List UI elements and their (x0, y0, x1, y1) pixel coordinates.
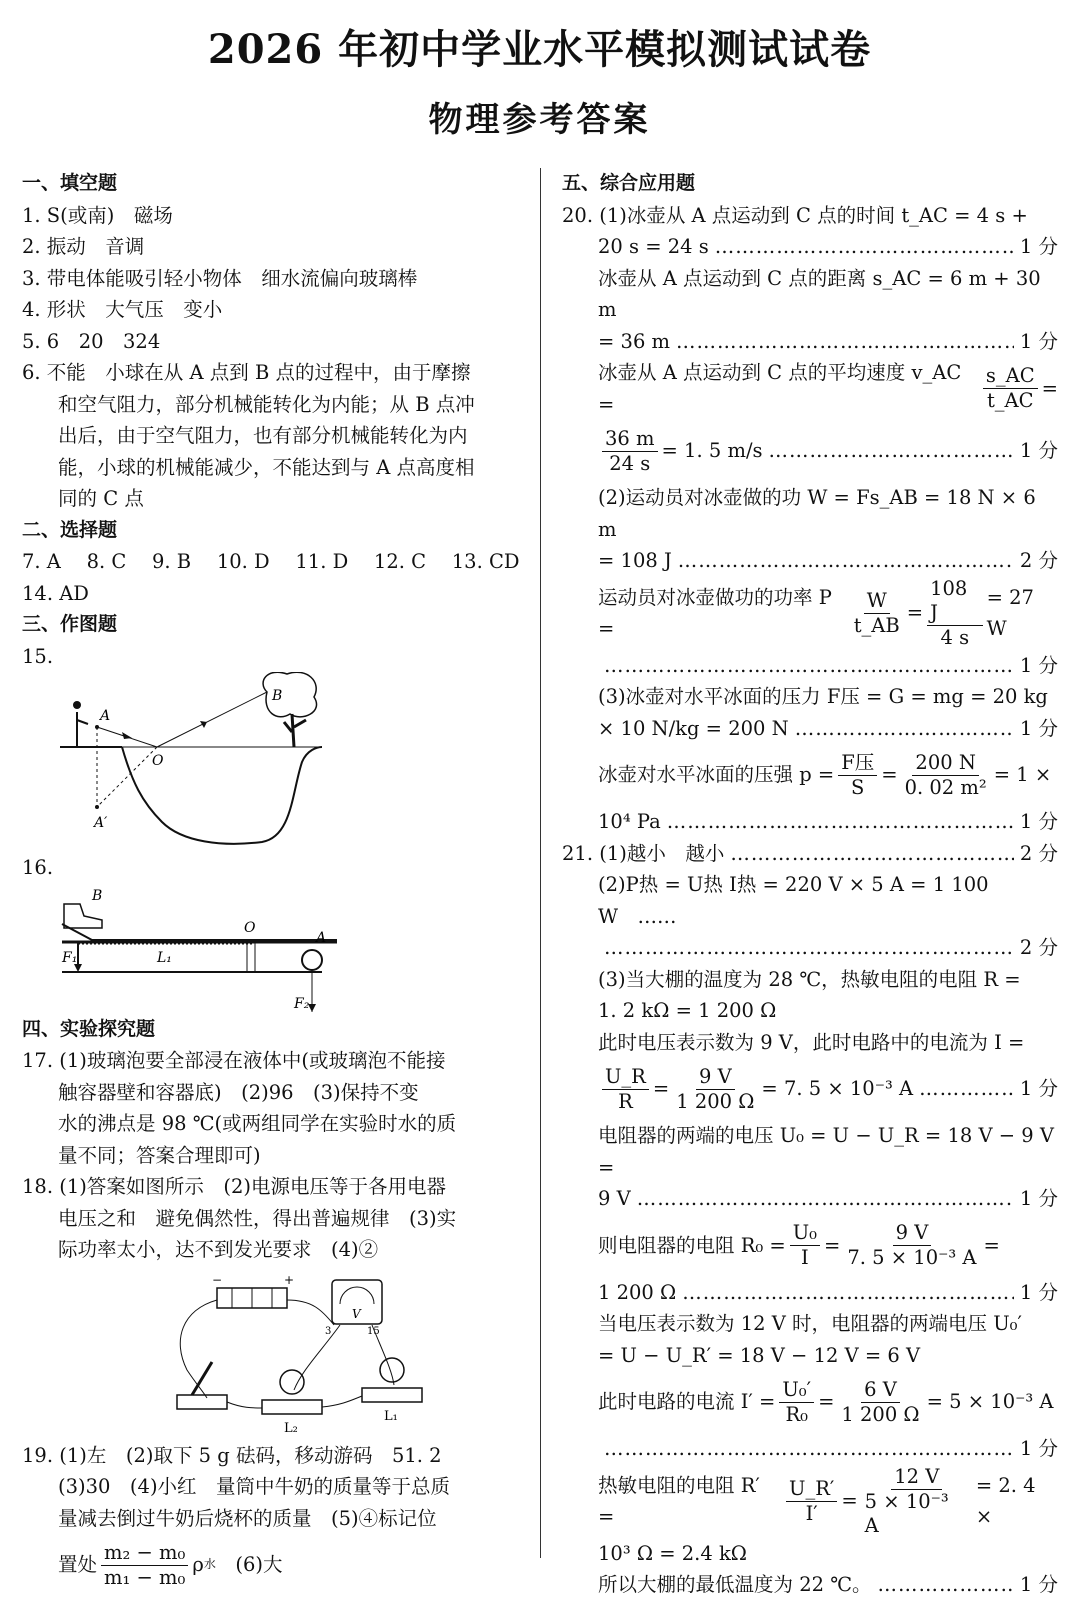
fraction (101, 1541, 188, 1590)
section-heading: 二、选择题 (22, 518, 118, 541)
answer-line: 19. (1)左 (2)取下 5 g 砝码，移动游码 51. 2 (22, 1443, 442, 1467)
text: 此时电路的电流 I′ = (598, 1390, 776, 1414)
numerator: s_AC (983, 364, 1038, 389)
score: 1 分 (1019, 235, 1058, 258)
bulb-l1-label: L₁ (384, 1408, 398, 1424)
score: 1 分 (1019, 716, 1058, 740)
text: = (881, 763, 898, 787)
answer-line: (3)冰壶对水平冰面的压力 F压 = G = mg = 20 kg (598, 685, 1048, 708)
label-o: O (244, 919, 256, 936)
fraction (902, 751, 990, 800)
circuit-diagram (22, 1270, 522, 1440)
answer-line (562, 1058, 1058, 1120)
section-heading: 四、实验探究题 (22, 1017, 156, 1040)
denominator: 7. 5 × 10⁻³ A (847, 1246, 977, 1269)
answer-line: 4. 形状 大气压 变小 (22, 298, 223, 321)
text: = 1. 5 m/s (661, 439, 763, 463)
text: 冰壶对水平冰面的压强 p = (598, 763, 835, 787)
section-heading: 一、填空题 (22, 172, 118, 194)
label-b: B (272, 688, 283, 704)
answer-line: 量减去倒过牛奶后烧杯的质量 (5)④标记位 (58, 1506, 437, 1530)
leader-dots (637, 1183, 1014, 1215)
text: = (652, 1077, 670, 1101)
leader-dots (715, 231, 1014, 263)
left-column (22, 168, 522, 1596)
answer-line (562, 420, 1058, 482)
denominator: R₀ (785, 1402, 808, 1426)
text: 9 V (598, 1187, 631, 1210)
text: = 108 J (598, 549, 672, 572)
answer-line (562, 1215, 1058, 1277)
text: 冰壶从 A 点运动到 C 点的平均速度 v_AC = (598, 361, 962, 416)
score: 2 分 (1019, 841, 1058, 865)
right-column (562, 168, 1058, 1601)
answer-line (562, 1569, 1058, 1601)
plus-sign: + (284, 1272, 295, 1287)
denominator: 4 s (940, 625, 970, 649)
denominator: I (801, 1246, 809, 1269)
text: 所以大棚的最低温度为 22 ℃。 (598, 1573, 872, 1596)
text: 21. (1)越小 越小 (562, 841, 725, 865)
label-a-image: A′ (94, 815, 108, 831)
answer-line (562, 650, 1058, 682)
leader-dots (730, 838, 1014, 870)
fraction (790, 1221, 820, 1270)
lever-diagram (22, 884, 342, 1014)
numerator: 12 V (891, 1465, 942, 1490)
text: = 27 W (986, 585, 1034, 640)
text: 运动员对冰壶做功的功率 P = (598, 585, 832, 640)
answer-line: (3)30 (4)小红 量筒中牛奶的质量等于总质 (58, 1475, 451, 1498)
text: = (906, 601, 924, 625)
denominator: t_AB (853, 613, 900, 637)
score: 1 分 (1019, 1187, 1058, 1210)
denominator: I′ (805, 1501, 818, 1525)
numerator: 9 V (696, 1065, 735, 1090)
answer-line (22, 1534, 522, 1596)
leader-dots (919, 1073, 1014, 1105)
text: 热敏电阻的电阻 R′ = (598, 1473, 760, 1528)
answer-line: 5. 6 20 324 (22, 329, 161, 353)
terminal-3: 3 (325, 1325, 332, 1337)
answer-line: 1. S(或南) 磁场 (22, 203, 173, 227)
section-heading: 三、作图题 (22, 613, 118, 635)
leader-dots (878, 1569, 1014, 1601)
answer-line: 3. 带电体能吸引轻小物体 细水流偏向玻璃棒 (22, 266, 418, 290)
numerator: 6 V (861, 1378, 900, 1403)
answer-line (562, 744, 1058, 806)
score: 1 分 (1019, 1437, 1058, 1460)
answer-line (562, 1371, 1058, 1433)
leader-dots (676, 326, 1014, 358)
fraction (786, 1477, 837, 1526)
answer-line: 1. 2 kΩ = 1 200 Ω (598, 999, 777, 1022)
answer-line (562, 806, 1058, 838)
denominator: m₁ − m₀ (104, 1565, 186, 1589)
text: = (1041, 376, 1058, 400)
score: 2 分 (1019, 549, 1058, 572)
fraction (862, 1465, 972, 1538)
answer-line: 量不同；答案合理即可) (58, 1143, 261, 1167)
denominator: 1 200 Ω (676, 1089, 755, 1113)
voltmeter-label: V (352, 1306, 361, 1321)
answer-line: 14. AD (22, 581, 89, 605)
denominator: 24 s (609, 451, 651, 475)
answer-line: 此时电压表示数为 9 V，此时电路中的电流为 I = (598, 1030, 1025, 1054)
text: = 2. 4 × (975, 1473, 1036, 1528)
fraction (602, 1065, 649, 1114)
fraction (602, 427, 658, 476)
text: = (824, 1233, 841, 1257)
answer-line: 20. (1)冰壶从 A 点运动到 C 点的时间 t_AC = 4 s + (562, 203, 1028, 227)
denominator: 0. 02 m² (904, 775, 987, 799)
answer-line (562, 713, 1058, 745)
answer-line: 和空气阻力，部分机械能转化为内能；从 B 点冲 (58, 392, 475, 416)
bulb-l2-label: L₂ (284, 1420, 298, 1436)
leader-dots (678, 545, 1014, 577)
fraction (838, 751, 877, 800)
answer-line (562, 231, 1058, 263)
text: = 5 × 10⁻³ A (926, 1390, 1054, 1414)
text: = (818, 1390, 835, 1414)
numerator: 9 V (893, 1221, 932, 1246)
leader-dots (682, 1277, 1014, 1309)
answer-line (562, 326, 1058, 358)
answer-line: 15. (22, 644, 54, 668)
label-b: B (92, 887, 103, 904)
denominator: S (851, 775, 865, 799)
page-subtitle: 物理参考答案 (428, 100, 651, 140)
text: 1 200 Ω (598, 1280, 677, 1304)
answer-line: 6. 不能 小球在从 A 点到 B 点的过程中，由于摩擦 (22, 361, 471, 384)
answer-line: = U − U_R′ = 18 V − 12 V = 6 V (598, 1343, 921, 1367)
answer-line: 7. A 8. C 9. B 10. D 11. D 12. C 13. CD (22, 550, 520, 573)
answer-line: 16. (22, 856, 54, 879)
answer-line: 电压之和 避免偶然性，得出普遍规律 (3)实 (58, 1206, 457, 1230)
text: = 1 × (993, 763, 1052, 787)
column-divider (540, 168, 541, 1558)
text: 则电阻器的电阻 R₀ = (598, 1233, 786, 1257)
numerator: U_R (602, 1065, 649, 1090)
text: 20 s = 24 s (598, 235, 709, 258)
rho-symbol: ρ (192, 1553, 204, 1577)
numerator: 36 m (602, 427, 658, 452)
fraction (851, 589, 903, 638)
page-title: 2026 年初中学业水平模拟测试试卷 (207, 26, 872, 73)
answer-line: 电阻器的两端的电压 U₀ = U − U_R = 18 V − 9 V = (598, 1124, 1054, 1179)
leader-dots (604, 932, 1014, 964)
answer-line (562, 357, 1058, 420)
answer-line (562, 932, 1058, 964)
numerator: U₀′ (779, 1378, 814, 1403)
fraction (983, 364, 1038, 413)
answer-line: (2)P热 = U热 I热 = 220 V × 5 A = 1 100 W …… (598, 873, 989, 928)
minus-sign: − (212, 1272, 223, 1287)
score: 2 分 (1019, 936, 1058, 959)
leader-dots (795, 713, 1014, 745)
fraction (838, 1378, 922, 1427)
answer-line: 17. (1)玻璃泡要全部浸在液体中(或玻璃泡不能接 (22, 1049, 446, 1072)
rho-subscript: 水 (203, 1557, 216, 1572)
answer-line: 触容器壁和容器底) (2)96 (3)保持不变 (58, 1080, 419, 1104)
fraction (673, 1065, 757, 1114)
leader-dots (604, 650, 1014, 682)
text: 置处 (58, 1553, 98, 1577)
numerator: W (864, 589, 890, 614)
label-a: A (100, 708, 111, 724)
answer-line: (3)当大棚的温度为 28 ℃，热敏电阻的电阻 R = (598, 967, 1021, 991)
answer-line (562, 1277, 1058, 1309)
text: × 10 N/kg = 200 N (598, 716, 789, 740)
answer-line: 2. 振动 音调 (22, 235, 145, 258)
leader-dots (667, 806, 1014, 838)
label-o: O (152, 753, 164, 769)
denominator: R (618, 1089, 633, 1113)
text: (6)大 (215, 1553, 283, 1577)
section-heading: 五、综合应用题 (562, 172, 696, 194)
numerator: U_R′ (786, 1477, 837, 1502)
score: 1 分 (1019, 1077, 1058, 1101)
score: 1 分 (1019, 439, 1058, 463)
answer-line: 际功率太小，达不到发光要求 (4)② (58, 1238, 379, 1261)
answer-line (562, 838, 1058, 870)
denominator: 5 × 10⁻³ A (864, 1489, 949, 1537)
denominator: t_AC (986, 389, 1034, 412)
text: 10⁴ Pa (598, 810, 661, 833)
label-f2: F₂ (294, 995, 310, 1012)
answer-line (562, 577, 1058, 650)
text: = (841, 1489, 858, 1513)
denominator: 1 200 Ω (841, 1402, 920, 1426)
numerator: U₀ (790, 1221, 820, 1246)
answer-line: 能，小球的机械能减少，不能达到与 A 点高度相 (58, 455, 475, 479)
answer-line: 冰壶从 A 点运动到 C 点的距离 s_AC = 6 m + 30 m (598, 266, 1041, 321)
answer-line (562, 1433, 1058, 1465)
score: 1 分 (1019, 1573, 1058, 1596)
leader-dots (769, 435, 1014, 467)
score: 1 分 (1019, 810, 1058, 833)
score: 1 分 (1019, 1280, 1058, 1304)
numerator: F压 (838, 751, 877, 776)
reflection-diagram (22, 672, 342, 852)
label-l1: L₁ (157, 949, 172, 966)
answer-line: 10³ Ω = 2.4 kΩ (598, 1541, 747, 1565)
score: 1 分 (1019, 653, 1058, 677)
answer-line: 出后，由于空气阻力，也有部分机械能转化为内 (58, 424, 468, 447)
numerator: 108 J (927, 577, 983, 626)
fraction (779, 1378, 814, 1427)
fraction (844, 1221, 979, 1270)
score: 1 分 (1019, 329, 1058, 353)
answer-line: (2)运动员对冰壶做的功 W = Fs_AB = 18 N × 6 m (598, 486, 1036, 541)
answer-line (562, 1183, 1058, 1215)
answer-line (562, 1465, 1058, 1538)
answer-line: 18. (1)答案如图所示 (2)电源电压等于各用电器 (22, 1175, 446, 1198)
terminal-15: 15 (367, 1325, 380, 1337)
numerator: 200 N (912, 751, 978, 776)
answer-line (562, 545, 1058, 577)
leader-dots (604, 1433, 1014, 1465)
answer-line: 当电压表示数为 12 V 时，电阻器的两端电压 U₀′ (598, 1312, 1022, 1335)
text: = (983, 1233, 1000, 1257)
text: = 36 m (598, 329, 671, 353)
answer-line: 水的沸点是 98 ℃(或两组同学在实验时水的质 (58, 1112, 457, 1135)
answer-line: 同的 C 点 (58, 487, 144, 510)
text: = 7. 5 × 10⁻³ A (761, 1077, 914, 1101)
fraction (927, 577, 983, 650)
label-a: A (316, 929, 327, 946)
numerator: m₂ − m₀ (101, 1541, 188, 1566)
label-f1: F₁ (62, 949, 78, 966)
